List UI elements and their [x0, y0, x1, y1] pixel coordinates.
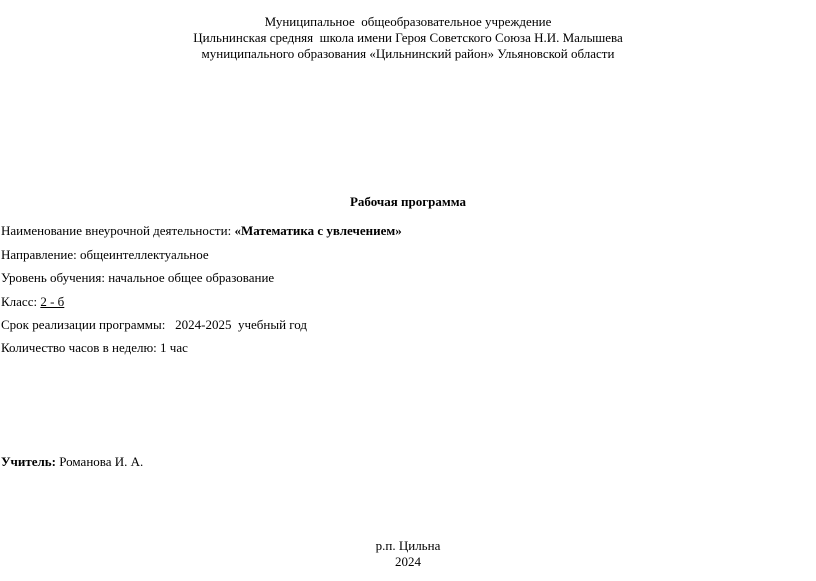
- activity-label: Наименование внеурочной деятельности:: [1, 223, 235, 238]
- footer-place: р.п. Цильна: [375, 538, 441, 553]
- footer-year: 2024: [395, 554, 421, 569]
- class-row: [1, 294, 64, 310]
- teacher-label: Учитель:: [1, 454, 57, 469]
- header-line-3: муниципального образования «Цильнинский район» Ульяновской области: [201, 46, 615, 61]
- header-line-2: Цильнинская средняя школа имени Героя Советского Союза Н.И. Малышева: [193, 30, 623, 45]
- institution-header: [0, 14, 816, 62]
- header-line-1: Муниципальное общеобразовательное учреждение: [264, 14, 552, 29]
- teacher-row: [1, 454, 143, 470]
- level-row: Уровень обучения: начальное общее образование: [1, 270, 275, 285]
- document-footer: [0, 538, 816, 570]
- period-row: Срок реализации программы: 2024-2025 учебный год: [1, 317, 308, 332]
- document-title: Рабочая программа: [349, 194, 467, 209]
- class-label: Класс:: [1, 294, 41, 309]
- direction-row: Направление: общеинтеллектуальное: [1, 247, 209, 262]
- teacher-name: Романова И. А.: [56, 454, 144, 469]
- class-value: 2 - б: [40, 294, 65, 309]
- activity-row: [1, 223, 402, 239]
- activity-value: «Математика с увлечением»: [234, 223, 402, 238]
- hours-row: Количество часов в неделю: 1 час: [1, 340, 188, 355]
